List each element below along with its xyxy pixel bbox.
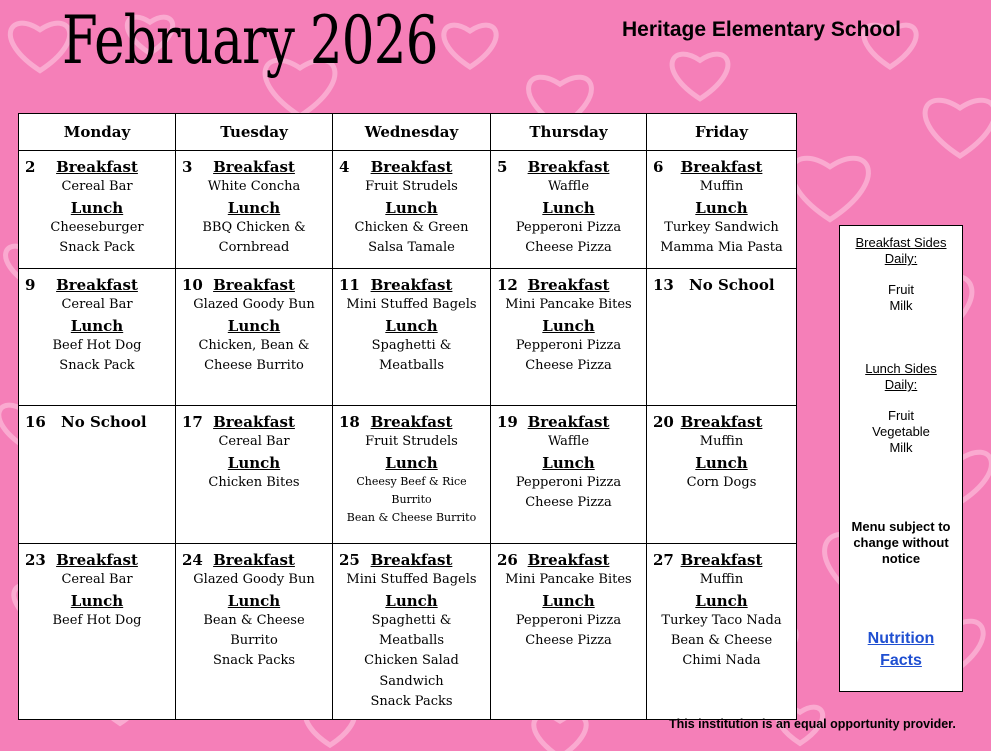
lunch-heading: Lunch [385,198,438,217]
heart-decoration [534,715,586,751]
lunch-heading: Lunch [70,591,124,610]
day-number: 18 [339,413,360,431]
day-number: 20 [653,413,674,431]
breakfast-item: Muffin [699,179,744,195]
lunch-heading: Lunch [695,591,748,610]
lunch-item: Spaghetti & [371,337,452,353]
no-school-label: No School [689,276,775,294]
lunch-heading: Lunch [385,591,438,610]
lunch-item: Pepperoni Pizza [515,219,622,235]
nutrition-facts-link-text[interactable]: Facts [880,652,922,669]
breakfast-item: Cereal Bar [218,434,290,450]
breakfast-item: Fruit Strudels [365,179,458,195]
day-cell [333,269,491,406]
breakfast-item: Cereal Bar [61,297,133,313]
lunch-heading: Lunch [542,316,595,335]
day-cell [491,406,647,544]
no-school-label: No School [61,413,147,431]
breakfast-item: White Concha [207,179,301,195]
day-number: 11 [339,276,360,294]
lunch-heading: Lunch [227,453,281,472]
equal-opportunity-footer: This institution is an equal opportunity provider. [669,717,956,731]
day-cell [176,544,333,720]
lunch-heading: Lunch [385,453,438,472]
breakfast-heading: Breakfast [680,551,763,569]
lunch-heading: Lunch [385,316,438,335]
day-number: 25 [339,551,360,569]
breakfast-side-item: Milk [889,298,913,313]
lunch-item: Snack Packs [370,694,453,710]
day-number: 17 [182,413,203,431]
lunch-heading: Lunch [227,591,281,610]
day-number: 3 [182,158,193,176]
heart-decoration [10,23,69,70]
breakfast-heading: Breakfast [56,551,138,569]
lunch-sides-title: Daily: [884,377,918,392]
lunch-side-item: Milk [889,440,913,455]
lunch-item: Bean & Cheese [670,633,773,649]
breakfast-heading: Breakfast [370,551,453,569]
lunch-heading: Lunch [227,316,281,335]
school-name: Heritage Elementary School [622,18,901,41]
lunch-heading: Lunch [70,198,124,217]
breakfast-item: Glazed Goody Bun [193,572,315,588]
weekday-header: Tuesday [176,114,333,151]
breakfast-sides-title: Daily: [884,251,918,266]
lunch-item: Burrito [391,492,432,506]
lunch-item: Pepperoni Pizza [515,474,622,490]
lunch-item: Cheese Pizza [525,633,612,649]
lunch-item: Meatballs [378,633,445,649]
breakfast-heading: Breakfast [680,413,763,431]
day-cell [19,544,176,720]
lunch-heading: Lunch [695,198,748,217]
lunch-item: Beef Hot Dog [52,337,142,353]
lunch-item: Mamma Mia Pasta [660,240,783,256]
day-cell [333,544,491,720]
breakfast-item: Glazed Goody Bun [193,297,315,313]
lunch-item: Snack Pack [59,240,135,256]
lunch-item: Cheese Burrito [204,358,304,374]
lunch-item: Salsa Tamale [368,240,455,256]
lunch-sides-title: Lunch Sides [865,361,937,376]
day-number: 5 [497,158,508,176]
breakfast-heading: Breakfast [527,413,610,431]
breakfast-item: Cereal Bar [61,572,133,588]
lunch-item: Chicken & Green [354,219,469,235]
lunch-heading: Lunch [70,316,124,335]
lunch-heading: Lunch [227,198,281,217]
week-row [19,151,797,269]
day-cell [491,151,647,269]
day-cell [333,151,491,269]
day-number: 10 [182,276,203,294]
weekday-header: Friday [647,114,797,151]
day-number: 26 [497,551,518,569]
heart-decoration [925,100,991,156]
breakfast-item: Muffin [699,572,744,588]
breakfast-heading: Breakfast [213,413,295,431]
day-number: 12 [497,276,518,294]
day-number: 19 [497,413,518,431]
breakfast-item: Cereal Bar [61,179,133,195]
day-cell [647,151,797,269]
heart-decoration [792,158,869,219]
breakfast-heading: Breakfast [213,158,295,176]
breakfast-heading: Breakfast [527,158,610,176]
day-number: 9 [25,276,36,294]
page-title: February 2026 [62,2,438,79]
lunch-side-item: Vegetable [872,424,930,439]
lunch-item: Snack Packs [212,653,296,669]
weekday-header: Thursday [491,114,647,151]
breakfast-item: Mini Stuffed Bagels [346,297,477,313]
breakfast-heading: Breakfast [56,158,138,176]
nutrition-facts-link[interactable] [840,628,962,672]
day-cell [19,269,176,406]
lunch-item: Cheese Pizza [525,358,612,374]
breakfast-item: Waffle [547,179,590,195]
week-row [19,406,797,544]
breakfast-item: Mini Stuffed Bagels [346,572,477,588]
day-number: 27 [653,551,674,569]
lunch-item: Cornbread [218,240,290,256]
menu-notice: change without [853,535,949,550]
lunch-item: Cheesy Beef & Rice [356,474,467,488]
lunch-item: Sandwich [379,673,444,689]
breakfast-sides-title: Breakfast Sides [855,235,947,250]
day-cell [19,151,176,269]
lunch-item: Bean & Cheese [203,612,305,628]
lunch-item: Chicken, Bean & [198,337,310,353]
lunch-item: Corn Dogs [686,474,757,490]
menu-notice: Menu subject to [851,519,951,534]
weekday-header: Wednesday [333,114,491,151]
lunch-item: Chimi Nada [682,653,761,669]
day-cell [176,151,333,269]
lunch-item: Beef Hot Dog [52,612,142,628]
breakfast-heading: Breakfast [370,158,453,176]
breakfast-item: Mini Pancake Bites [505,572,632,588]
lunch-heading: Lunch [542,591,595,610]
breakfast-heading: Breakfast [370,413,453,431]
breakfast-heading: Breakfast [527,276,610,294]
lunch-item: Chicken Salad [364,653,459,669]
nutrition-facts-link-text[interactable]: Nutrition [867,630,935,647]
breakfast-item: Mini Pancake Bites [505,297,632,313]
lunch-item: Turkey Taco Nada [661,612,782,628]
day-cell [176,406,333,544]
day-number: 23 [25,551,46,569]
day-cell [491,269,647,406]
breakfast-heading: Breakfast [527,551,610,569]
lunch-heading: Lunch [542,198,595,217]
lunch-item: Spaghetti & [371,612,452,628]
lunch-item: Cheeseburger [50,219,144,235]
breakfast-side-item: Fruit [888,282,914,297]
breakfast-item: Fruit Strudels [365,434,458,450]
day-number: 6 [653,158,664,176]
breakfast-item: Muffin [699,434,744,450]
day-cell [19,406,176,544]
heart-decoration [444,25,496,67]
heart-decoration [672,54,728,99]
lunch-side-item: Fruit [888,408,914,423]
menu-calendar [18,113,797,720]
day-cell [647,406,797,544]
day-cell [647,544,797,720]
breakfast-heading: Breakfast [213,551,295,569]
lunch-item: BBQ Chicken & [202,219,306,235]
lunch-item: Cheese Pizza [525,240,612,256]
day-cell [333,406,491,544]
day-number: 16 [25,413,46,431]
lunch-item: Cheese Pizza [525,495,612,511]
menu-notice: notice [881,551,921,566]
week-row [19,544,797,720]
week-row [19,269,797,406]
day-cell [491,544,647,720]
breakfast-heading: Breakfast [213,276,295,294]
day-number: 2 [25,158,36,176]
sides-panel [839,225,963,692]
lunch-item: Bean & Cheese Burrito [346,510,477,524]
day-cell [647,269,797,406]
lunch-heading: Lunch [695,453,748,472]
lunch-item: Snack Pack [59,358,135,374]
day-number: 4 [339,158,350,176]
breakfast-heading: Breakfast [370,276,453,294]
day-cell [176,269,333,406]
breakfast-item: Waffle [547,434,590,450]
lunch-item: Pepperoni Pizza [515,337,622,353]
weekday-header: Monday [19,114,176,151]
lunch-item: Pepperoni Pizza [515,612,622,628]
breakfast-heading: Breakfast [680,158,763,176]
lunch-item: Turkey Sandwich [664,219,779,235]
weekday-header-row [19,114,797,151]
lunch-item: Chicken Bites [208,474,300,490]
day-number: 13 [653,276,674,294]
breakfast-heading: Breakfast [56,276,138,294]
lunch-item: Burrito [230,633,278,649]
lunch-heading: Lunch [542,453,595,472]
lunch-item: Meatballs [378,358,445,374]
day-number: 24 [182,551,203,569]
